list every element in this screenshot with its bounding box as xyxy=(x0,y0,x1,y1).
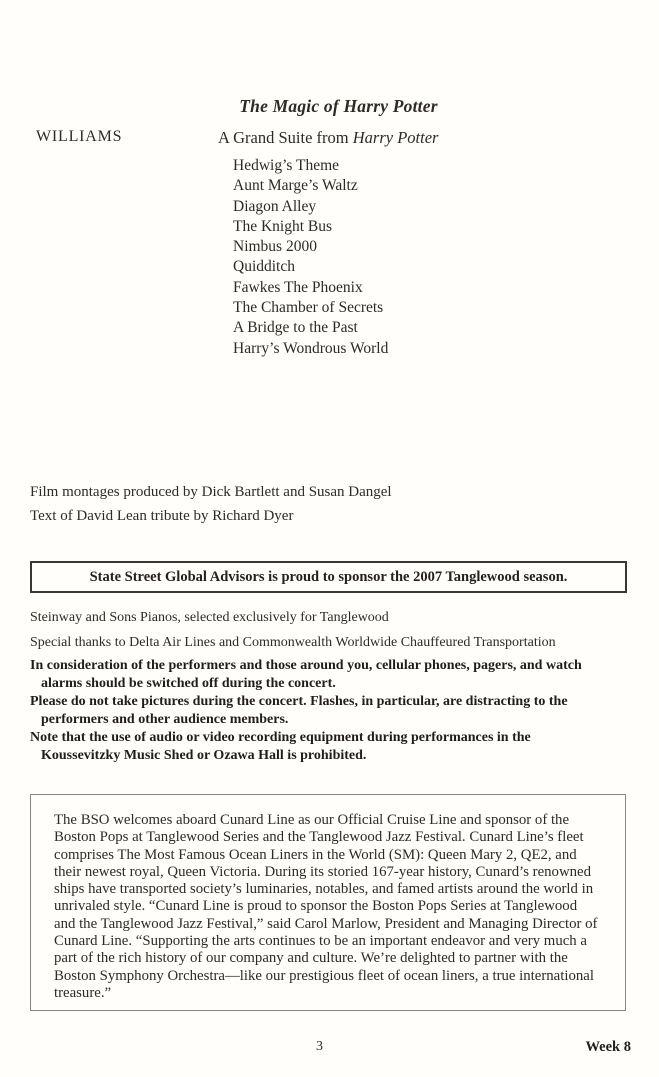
movement-item: Harry’s Wondrous World xyxy=(233,339,389,357)
composer-name: WILLIAMS xyxy=(36,128,123,145)
acknowledgment-line: Special thanks to Delta Air Lines and Commonwealth Worldwide Chauffeured Transportation xyxy=(30,634,556,650)
audience-notices xyxy=(30,657,607,766)
movement-item: The Knight Bus xyxy=(233,217,333,235)
work-title-prefix: A Grand Suite from xyxy=(218,128,353,147)
acknowledgment-line: Steinway and Sons Pianos, selected exclusively for Tanglewood xyxy=(30,610,389,625)
page-number: 3 xyxy=(316,1039,323,1054)
cunard-sponsor-text: The BSO welcomes aboard Cunard Line as our Official Cruise Line and sponsor of the Boston Pops at Tanglewood Series and the Tanglewood Jazz Festival. Cunard Line’s fleet comprises The Most Famous Ocean Liners in the World (SM): Queen Mary 2, QE2, and their newest royal, Queen Victoria. During its storied 167-year history, Cunard’s renowned ships have transported society’s luminaries, notables, and famed artists around the world in unrivaled style. “Cunard Line is proud to sponsor the Boston Pops Series at Tanglewood and the Tanglewood Jazz Festival,” said Carol Marlow, President and Managing Director of Cunard Line. “Supporting the arts continues to be an important endeavor and very much a part of the rich history of our company and culture. We’re delighted to partner with the Boston Symphony Orchestra—like our prestigious fleet of ocean liners, a true international treasure.” xyxy=(54,812,598,1001)
movement-item: The Chamber of Secrets xyxy=(233,299,384,317)
credit-line: Film montages produced by Dick Bartlett and Susan Dangel xyxy=(30,484,392,500)
cunard-sponsor-box xyxy=(30,794,626,1011)
audience-notice: Note that the use of audio or video recording equipment during performances in the Koussevitzky Music Shed or Ozawa Hall is prohibited. xyxy=(30,730,531,763)
week-label: Week 8 xyxy=(585,1039,631,1055)
composer-row xyxy=(0,128,659,152)
production-credits xyxy=(30,481,392,528)
movement-item: Aunt Marge’s Waltz xyxy=(233,177,358,195)
movement-item: Quidditch xyxy=(233,258,295,276)
sponsor-banner: State Street Global Advisors is proud to sponsor the 2007 Tanglewood season. xyxy=(30,561,627,593)
movement-list xyxy=(233,156,388,359)
movement-item: Diagon Alley xyxy=(233,197,317,215)
movement-item: Nimbus 2000 xyxy=(233,238,317,256)
credit-line: Text of David Lean tribute by Richard Dyer xyxy=(30,507,294,524)
acknowledgments xyxy=(30,606,630,655)
movement-item: Fawkes The Phoenix xyxy=(233,278,363,296)
page-footer xyxy=(0,1039,659,1059)
movement-item: A Bridge to the Past xyxy=(233,319,358,337)
work-title-italic: Harry Potter xyxy=(352,128,439,147)
audience-notice: Please do not take pictures during the concert. Flashes, in particular, are distracting to the performers and other audience members. xyxy=(30,694,568,727)
work-title xyxy=(218,128,438,148)
program-title: The Magic of Harry Potter xyxy=(239,96,438,116)
movement-item: Hedwig’s Theme xyxy=(233,157,340,174)
audience-notice: In consideration of the performers and those around you, cellular phones, pagers, and watch alarms should be switched off during the concert. xyxy=(30,658,582,691)
